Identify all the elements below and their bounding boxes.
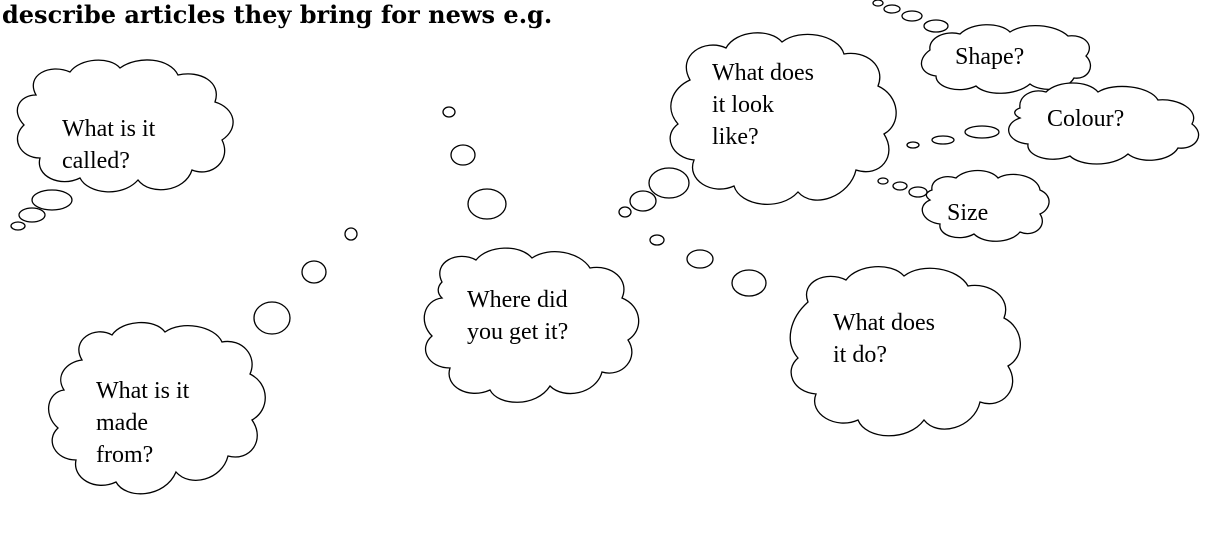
bubble (687, 250, 713, 268)
bubble (649, 168, 689, 198)
cloud-text-what-is-it-called: What is it called? (62, 116, 156, 174)
bubble (878, 178, 888, 184)
bubble (893, 182, 907, 190)
bubble (11, 222, 25, 230)
bubble (468, 189, 506, 219)
cloud-text-where-did-you-get-it: Where did you get it? (467, 287, 569, 345)
bubble (924, 20, 948, 32)
bubble (650, 235, 664, 245)
bubble (19, 208, 45, 222)
cloud-text-colour: Colour? (1047, 106, 1125, 132)
cloud-text-shape: Shape? (955, 44, 1025, 70)
bubble (451, 145, 475, 165)
bubble (32, 190, 72, 210)
bubble (630, 191, 656, 211)
bubble (902, 11, 922, 21)
bubble (884, 5, 900, 13)
bubble (254, 302, 290, 334)
bubble (965, 126, 999, 138)
bubble (732, 270, 766, 296)
bubble (932, 136, 954, 144)
bubble (909, 187, 927, 197)
bubble (345, 228, 357, 240)
bubble (907, 142, 919, 148)
bubble (302, 261, 326, 283)
bubble (873, 0, 883, 6)
cloud-text-size: Size (947, 200, 989, 226)
bubble (619, 207, 631, 217)
cloud-text-what-is-it-made-from: What is it made from? (96, 378, 190, 468)
cloud-text-what-does-it-do: What does it do? (833, 310, 935, 368)
bubble (443, 107, 455, 117)
heading-line-2: describe articles they bring for news e.g. (2, 0, 553, 29)
cloud-text-what-does-it-look-like: What does it look like? (712, 60, 814, 150)
